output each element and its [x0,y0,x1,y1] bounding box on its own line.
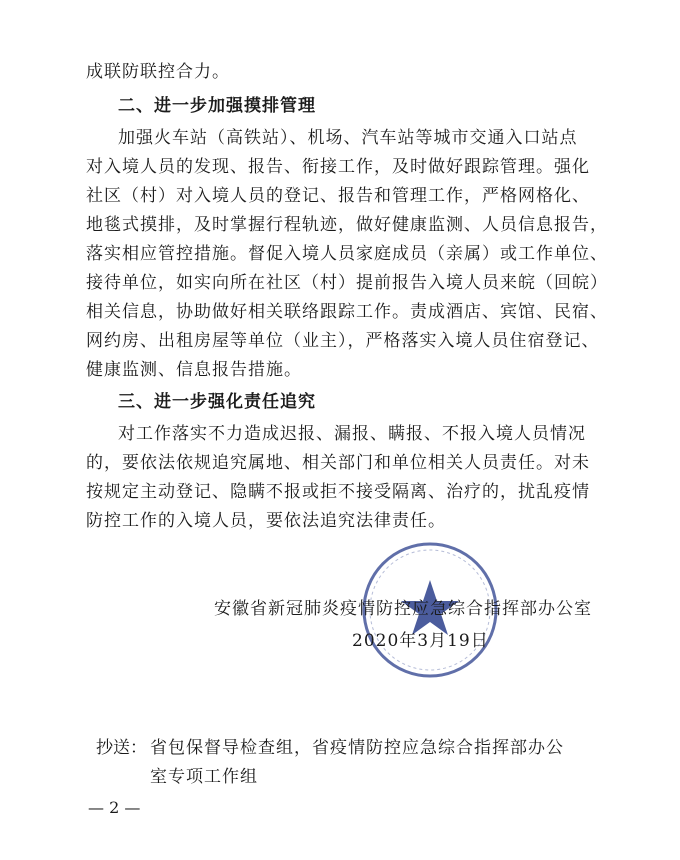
paragraph-line: 加强火车站（高铁站）、机场、汽车站等城市交通入口站点 [118,128,578,148]
paragraph-line: 落实相应管控措施。督促入境人员家庭成员（亲属）或工作单位、 [86,244,608,264]
page-number: — 2 — [88,798,141,817]
issuer-name: 安徽省新冠肺炎疫情防控应急综合指挥部办公室 [214,599,592,619]
paragraph-line: 相关信息，协助做好相关联络跟踪工作。责成酒店、宾馆、民宿、 [86,302,608,322]
paragraph-line: 按规定主动登记、隐瞒不报或拒不接受隔离、治疗的，扰乱疫情 [86,482,590,502]
paragraph-line: 健康监测、信息报告措施。 [86,360,302,380]
paragraph-line: 地毯式摸排，及时掌握行程轨迹，做好健康监测、人员信息报告， [86,215,608,235]
cc-recipients-line1: 省包保督导检查组，省疫情防控应急综合指挥部办公 [150,738,564,758]
section-heading: 三、进一步强化责任追究 [118,392,316,412]
paragraph-line: 网约房、出租房屋等单位（业主），严格落实入境人员住宿登记、 [86,331,600,351]
paragraph-line: 的，要依法依规追究属地、相关部门和单位相关人员责任。对未 [86,453,590,473]
paragraph-line: 成联防联控合力。 [86,62,230,82]
cc-label: 抄送： [96,738,147,758]
section-heading: 二、进一步加强摸排管理 [118,96,316,116]
paragraph-line: 接待单位，如实向所在社区（村）提前报告入境人员来皖（回皖） [86,273,608,293]
paragraph-line: 对入境人员的发现、报告、衔接工作，及时做好跟踪管理。强化 [86,157,590,177]
paragraph-line: 社区（村）对入境人员的登记、报告和管理工作，严格网格化、 [86,186,590,206]
paragraph-line: 对工作落实不力造成迟报、漏报、瞒报、不报入境人员情况 [118,424,586,444]
issue-date: 2020年3月19日 [352,631,489,651]
cc-recipients-line2: 室专项工作组 [150,767,258,787]
paragraph-line: 防控工作的入境人员，要依法追究法律责任。 [86,511,446,531]
